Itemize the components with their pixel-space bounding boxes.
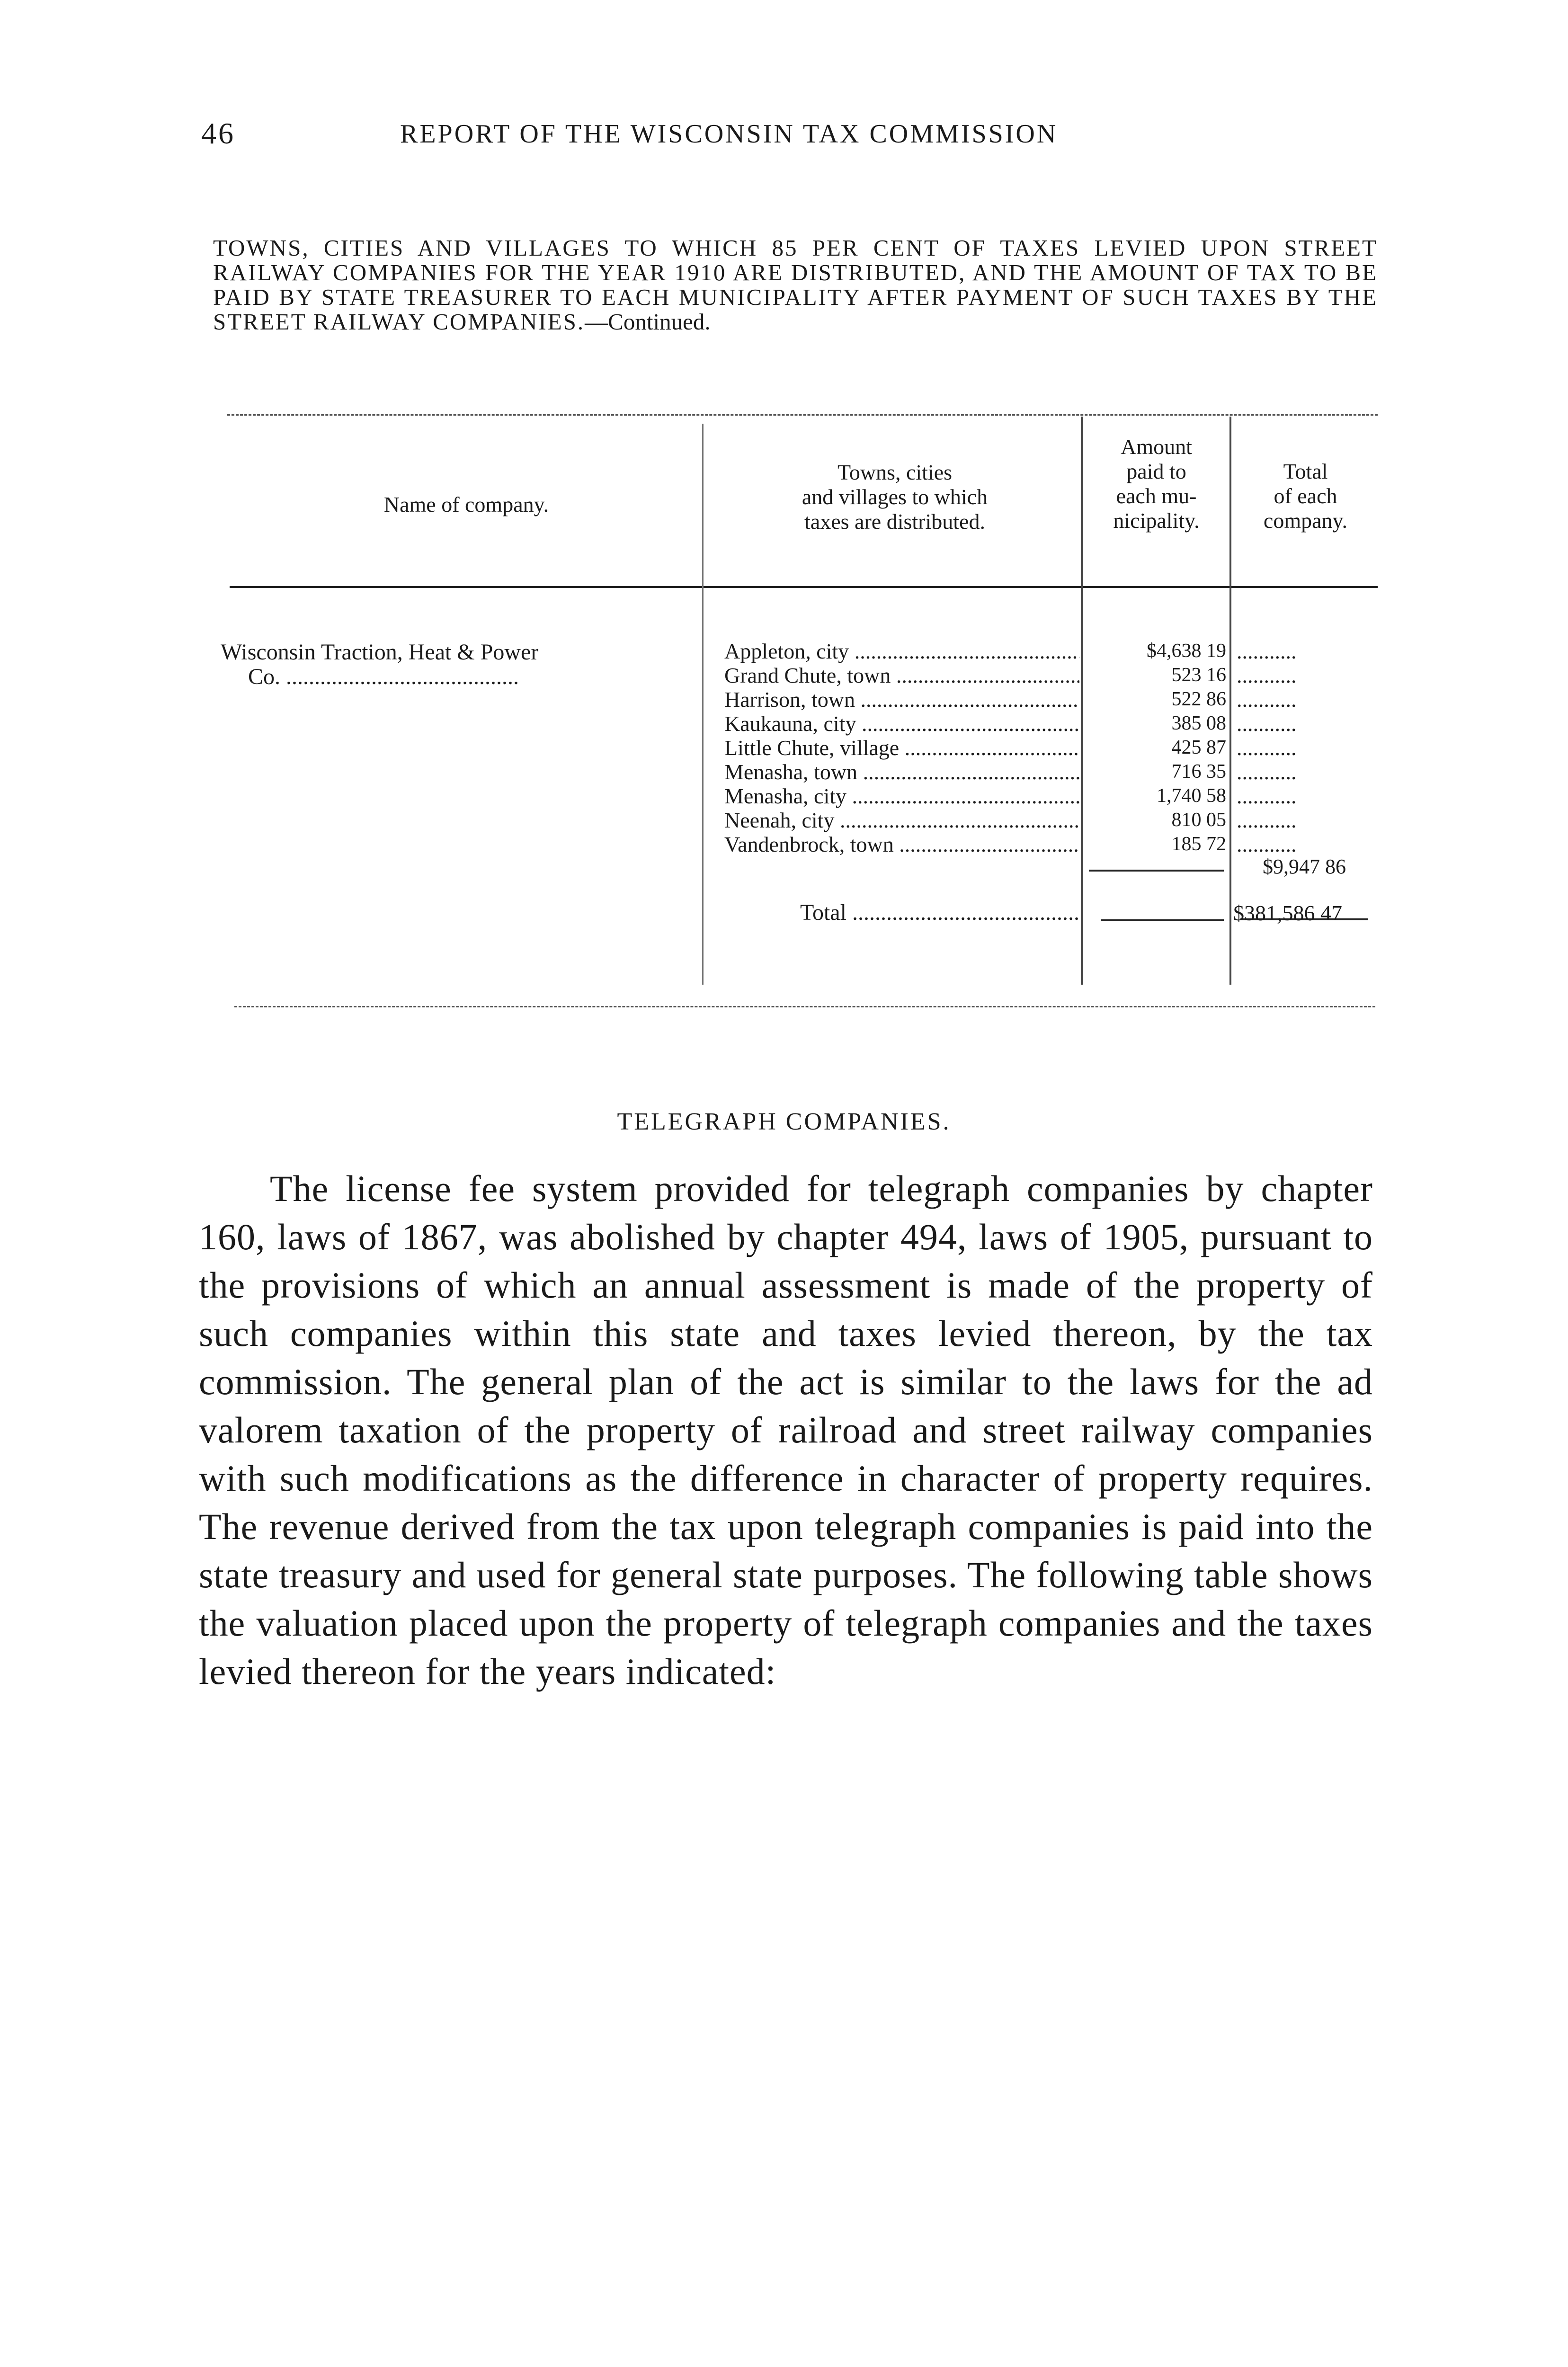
column-divider-3 — [1229, 417, 1231, 985]
amount-cell: 425 87 — [1171, 737, 1226, 758]
total-rule-amount — [1101, 919, 1224, 921]
running-title: REPORT OF THE WISCONSIN TAX COMMISSION — [400, 119, 1058, 149]
table-top-rule — [227, 414, 1378, 416]
town-row: Vandenbrock, town ..... — [724, 832, 1079, 856]
total-row-label: Total ..... — [800, 899, 1079, 925]
header-towns: Towns, cities and villages to which taxes are distributed. — [802, 460, 988, 534]
header-amount: Amount paid to each mu- nicipality. — [1113, 435, 1200, 533]
town-row: Appleton, city ..... — [724, 639, 1079, 663]
amount-cell: 185 72 — [1171, 833, 1226, 855]
column-divider-2 — [1081, 417, 1083, 985]
caption-text: TOWNS, CITIES AND VILLAGES TO WHICH 85 PER CENT OF TAXES LEVIED UPON STREET RAILWAY COMPANIES FOR THE YEAR 1910 ARE DISTRIBUTED, AND THE AMOUNT OF TAX TO BE PAID BY STATE TREASURER TO EACH MUNICIPALITY AFTER PAYMENT OF SUCH TAXES BY THE STREET RAILWAY COMPANIES. — [213, 235, 1378, 335]
section-heading: TELEGRAPH COMPANIES. — [617, 1108, 951, 1135]
company-name: Wisconsin Traction, Heat & Power Co. ......................................... — [221, 640, 539, 689]
town-row: Menasha, town ..... — [724, 760, 1079, 784]
amount-cell: 1,740 58 — [1157, 785, 1226, 807]
amount-cell: 522 86 — [1171, 688, 1226, 710]
amount-cell: 385 08 — [1171, 712, 1226, 734]
amounts-column — [1084, 639, 1226, 856]
town-row: Little Chute, village ..... — [724, 736, 1079, 760]
town-row: Menasha, city ..... — [724, 784, 1079, 808]
company-total: $9,947 86 — [1263, 855, 1346, 878]
towns-column — [724, 639, 1079, 856]
header-company: Name of company. — [383, 492, 549, 516]
subtotal-rule — [1089, 870, 1224, 872]
caption-continued: —Continued. — [585, 309, 711, 335]
header-total: Total of each company. — [1263, 459, 1348, 533]
town-row: Neenah, city ..... — [724, 808, 1079, 832]
amount-cell: 810 05 — [1171, 809, 1226, 831]
body-paragraph: The license fee system provided for telegraph companies by chapter 160, laws of 1867, was abolished by chapter 494, laws of 1905, pursuant to the provisions of which an annual assessment is made of the property of such companies within this state and taxes levied thereon, by the tax commission. The general plan of the act is similar to the laws for the ad valorem taxation of the property of railroad and street railway companies with such modifications as the difference in character of property requires. The revenue derived from the tax upon telegraph companies is paid into the state treasury and used for general state purposes. The following table shows the valuation placed upon the property of telegraph companies and the taxes levied thereon for the years indicated: — [199, 1168, 1373, 1692]
town-row: Harrison, town ..... — [724, 687, 1079, 712]
total-column-leaders: ........... ........... ........... ........... ........... ........... ........... ........... ........... — [1237, 639, 1297, 856]
town-row: Grand Chute, town ..... — [724, 663, 1079, 687]
amount-cell: 716 35 — [1171, 761, 1226, 783]
table-caption — [213, 236, 1378, 334]
town-row: Kaukauna, city ..... — [724, 712, 1079, 736]
column-divider-1 — [702, 424, 704, 985]
amount-cell: 523 16 — [1171, 664, 1226, 686]
page-number: 46 — [201, 116, 235, 150]
grand-total: $381,586 47 — [1233, 901, 1342, 925]
amount-cell: $4,638 19 — [1147, 640, 1226, 662]
table-bottom-rule — [234, 1006, 1375, 1007]
header-bottom-rule — [230, 586, 1378, 588]
